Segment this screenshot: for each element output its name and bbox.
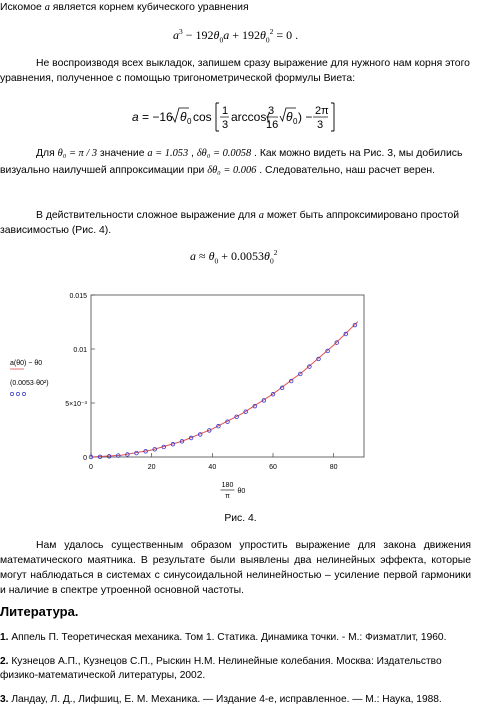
svg-text:2π: 2π [315, 105, 329, 117]
x-tick-label: 0 [89, 464, 93, 471]
approximation-equation: $a \approx \theta_0 + 0.0053\theta_0^2$ [190, 248, 278, 266]
svg-text:1: 1 [222, 105, 229, 117]
y-tick-label: 0.01 [73, 347, 87, 354]
svg-text:) −: ) − [298, 110, 313, 124]
reference-2: 2. Кузнецов А.П., Кузнецов С.П., Рыскин Н.М. Нелинейные колебания. Москва: Издательство физико-математической литературы, 2002. [0, 656, 442, 681]
svg-text:= −16: = −16 [142, 110, 173, 124]
paragraph-values: Для θ₀ = π / 3 значение a = 1.053 , δθ₀ = 0.0058 . Как можно видеть на Рис. 3, мы добились визуально наилучшей аппроксимации при δθ₀ = 0.006 . Следовательно, наш расчет верен. [0, 148, 463, 176]
legend-marker-swatch [22, 392, 25, 395]
paragraph-approximation: В действительности сложное выражение для a может быть аппроксимировано простой зависимостью (Рис. 4). [0, 210, 460, 236]
x-axis-label-numerator: 180 [221, 482, 234, 489]
a-value: a = 1.053 [147, 148, 189, 159]
series-exact-line [91, 322, 358, 457]
figure-4-chart [0, 285, 481, 505]
svg-text:θ: θ [286, 110, 293, 124]
svg-text:θ: θ [180, 110, 187, 124]
x-axis-label-theta: θ0 [237, 488, 246, 495]
svg-text:3: 3 [222, 119, 229, 131]
svg-text:arccos(: arccos( [231, 110, 271, 124]
y-tick-label: 5×10⁻³ [65, 401, 87, 408]
vieta-formula [132, 98, 352, 136]
svg-text:a: a [132, 110, 139, 124]
x-tick-label: 40 [208, 464, 217, 471]
theta-condition: θ₀ = π / 3 [57, 148, 98, 159]
delta-theta-value: δθ₀ = 0.0058 [196, 148, 252, 159]
y-tick-label: 0.015 [69, 293, 87, 300]
svg-text:3: 3 [317, 119, 324, 131]
svg-text:0: 0 [187, 117, 192, 126]
x-tick-label: 20 [147, 464, 156, 471]
svg-text:0: 0 [293, 117, 298, 126]
x-tick-label: 60 [269, 464, 277, 471]
plot-frame [91, 295, 364, 457]
svg-text:3: 3 [268, 105, 275, 117]
x-tick-label: 80 [329, 464, 338, 471]
figure-caption: Рис. 4. [224, 513, 257, 524]
paragraph-conclusion: Нам удалось существенным образом упростить выражение для закона движения математического маятника. В результате были выявлены два нелинейных эффекта, которые могут наблюдаться в системах с синусоидальной нелинейностью – усиление первой гармоники и наличие в спектре утроенной основной частоты. [0, 540, 471, 596]
delta-theta-best: δθ₀ = 0.006 [207, 165, 257, 176]
svg-text:cos: cos [193, 110, 212, 124]
reference-1: 1. Аппель П. Теоретическая механика. Том 1. Статика. Динамика точки. - М.: Физматлит, 1960. [0, 632, 447, 643]
intro-text-end: является корнем кубического уравнения [49, 2, 249, 13]
references-heading: Литература. [0, 604, 79, 619]
cubic-equation: $a^3 - 192\theta_0a + 192\theta_0^2 = 0$ . [173, 27, 299, 45]
intro-text: Искомое [0, 2, 45, 13]
legend-marker-swatch [16, 392, 19, 395]
legend-series-2: (0.0053·θ0²) [10, 380, 49, 387]
intro-line [0, 0, 471, 15]
legend-series-1: a(θ0) − θ0 [10, 360, 43, 367]
intro-variable: a [44, 2, 50, 13]
y-tick-label: 0 [83, 455, 87, 462]
x-axis-label-denominator: π [225, 493, 230, 500]
reference-3: 3. Ландау, Л. Д., Лифшиц, Е. М. Механика. — Издание 4-е, исправленное. — М.: Наука, 1988. [0, 694, 442, 705]
svg-text:16: 16 [266, 119, 279, 131]
paragraph-vieta: Не воспроизводя всех выкладок, запишем сразу выражение для нужного нам корня этого уравнения, полученное с помощью тригонометрической формулы Виета: [0, 58, 470, 84]
legend-marker-swatch [10, 392, 13, 395]
vieta-equation [132, 98, 352, 140]
